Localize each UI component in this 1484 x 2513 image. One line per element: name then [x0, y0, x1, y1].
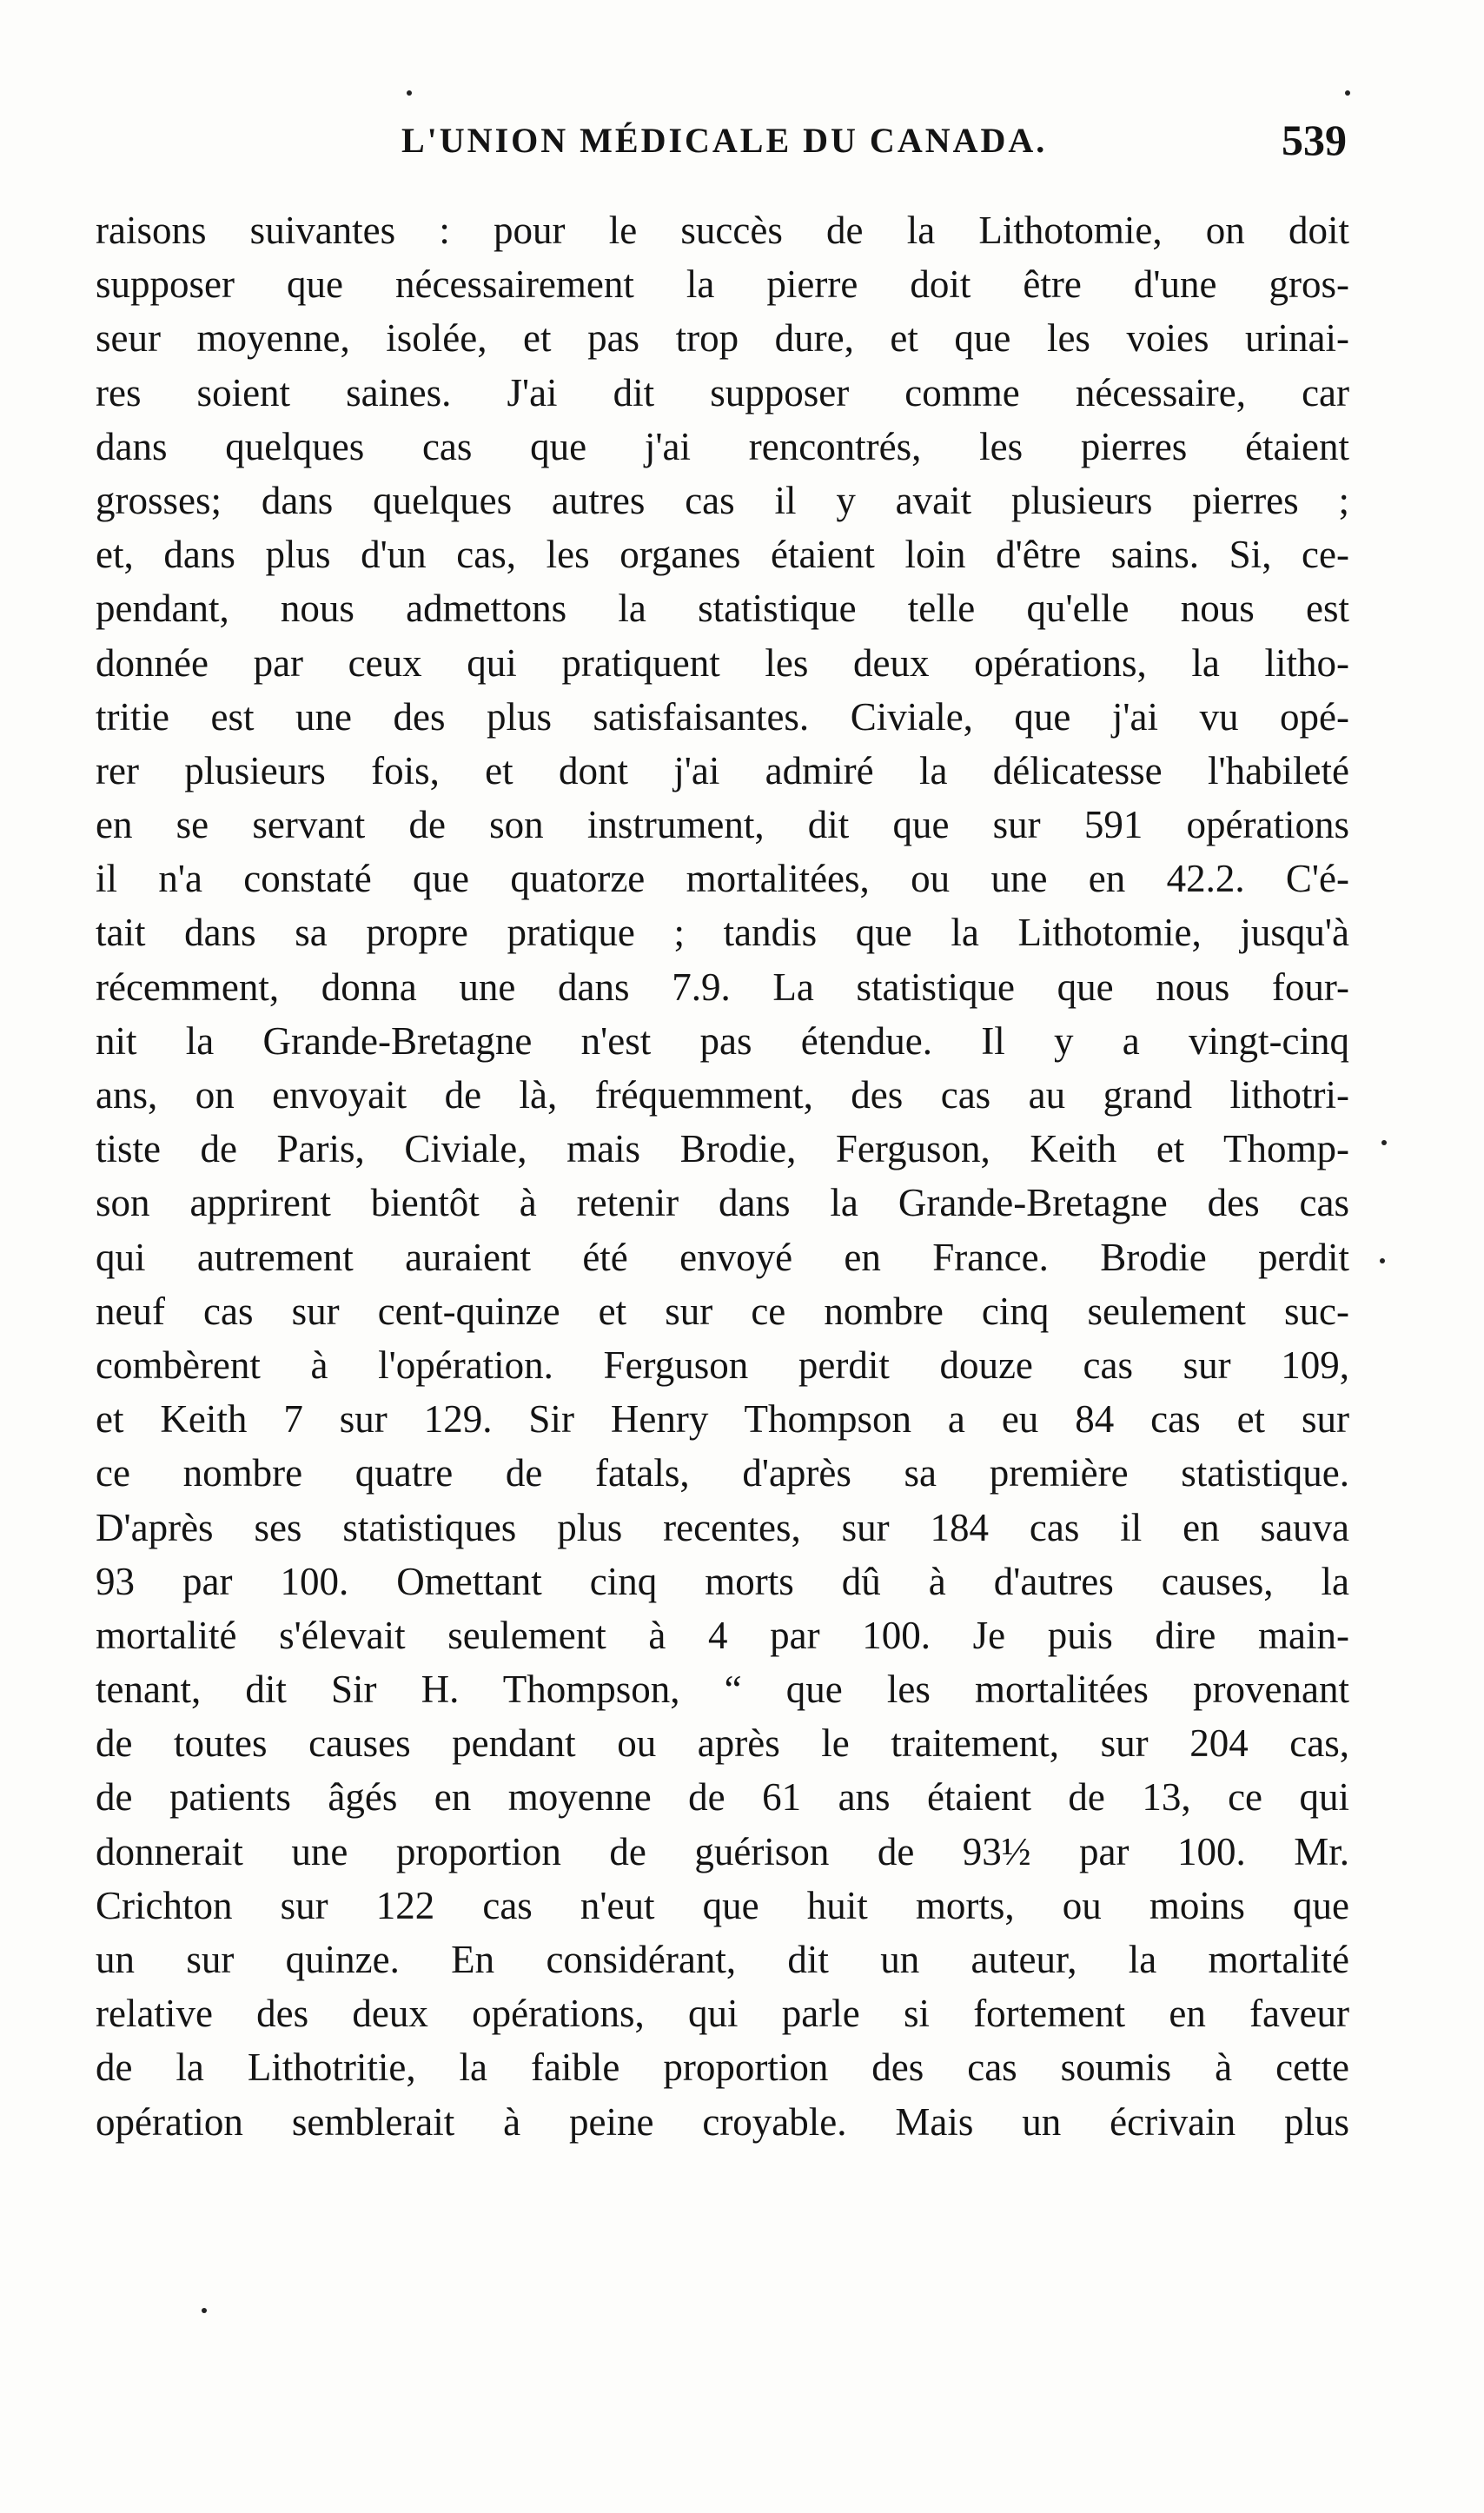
text-line: ans, on envoyait de là, fréquemment, des cas au grand lithotri- — [96, 1073, 1349, 1117]
text-line: Crichton sur 122 cas n'eut que huit morts, ou moins que — [96, 1883, 1349, 1927]
ink-speck — [407, 90, 412, 96]
text-line: opération semblerait à peine croyable. Mais un écrivain plus — [96, 2099, 1349, 2144]
ink-speck — [202, 2308, 207, 2313]
text-line: 93 par 100. Omettant cinq morts dû à d'autres causes, la — [96, 1559, 1349, 1603]
text-line: supposer que nécessairement la pierre doit être d'une gros- — [96, 262, 1349, 307]
text-line: tiste de Paris, Civiale, mais Brodie, Ferguson, Keith et Thomp- — [96, 1127, 1349, 1171]
text-line: tenant, dit Sir H. Thompson, “ que les mortalitées provenant — [96, 1668, 1349, 1712]
text-line: récemment, donna une dans 7.9. La statistique que nous four- — [96, 965, 1349, 1009]
text-line: seur moyenne, isolée, et pas trop dure, et que les voies urinai- — [96, 316, 1349, 361]
text-line: de la Lithotritie, la faible proportion des cas soumis à cette — [96, 2046, 1349, 2090]
text-line: raisons suivantes : pour le succès de la Lithotomie, on doit — [96, 209, 1349, 252]
text-line: rer plusieurs fois, et dont j'ai admiré la délicatesse l'habileté — [96, 748, 1349, 792]
text-line: combèrent à l'opération. Ferguson perdit douze cas sur 109, — [96, 1343, 1349, 1387]
text-line: et, dans plus d'un cas, les organes étaient loin d'être sains. Si, ce- — [96, 533, 1349, 577]
text-line: relative des deux opérations, qui parle si fortement en faveur — [96, 1992, 1349, 2036]
ink-speck — [1381, 1140, 1387, 1145]
text-line: de patients âgés en moyenne de 61 ans étaient de 13, ce qui — [96, 1775, 1349, 1820]
text-line: neuf cas sur cent-quinze et sur ce nombre cinq seulement suc- — [96, 1289, 1349, 1333]
text-line: pendant, nous admettons la statistique telle qu'elle nous est — [96, 587, 1349, 631]
running-header — [96, 116, 1347, 172]
text-line: tait dans sa propre pratique ; tandis que la Lithotomie, jusqu'à — [96, 911, 1349, 955]
text-line: donnerait une proportion de guérison de 93½ par 100. Mr. — [96, 1829, 1349, 1873]
text-line: un sur quinze. En considérant, dit un auteur, la mortalité — [96, 1938, 1349, 1981]
text-line: de toutes causes pendant ou après le traitement, sur 204 cas, — [96, 1721, 1349, 1766]
body-paragraph — [96, 203, 1349, 2149]
text-line: en se servant de son instrument, dit que sur 591 opérations — [96, 803, 1349, 847]
text-line: et Keith 7 sur 129. Sir Henry Thompson a eu 84 cas et sur — [96, 1397, 1349, 1442]
text-line: ce nombre quatre de fatals, d'après sa première statistique. — [96, 1451, 1349, 1495]
text-line: son apprirent bientôt à retenir dans la Grande-Bretagne des cas — [96, 1181, 1349, 1225]
page-number: 539 — [1282, 116, 1347, 164]
text-line: il n'a constaté que quatorze mortalitées, ou une en 42.2. C'é- — [96, 857, 1349, 901]
ink-speck — [1345, 90, 1350, 96]
text-line: dans quelques cas que j'ai rencontrés, les pierres étaient — [96, 424, 1349, 468]
text-line: nit la Grande-Bretagne n'est pas étendue. Il y a vingt-cinq — [96, 1018, 1349, 1063]
text-line: D'après ses statistiques plus recentes, sur 184 cas il en sauva — [96, 1505, 1349, 1549]
text-line: donnée par ceux qui pratiquent les deux opérations, la litho- — [96, 640, 1349, 685]
ink-speck — [1380, 1258, 1385, 1263]
text-line: tritie est une des plus satisfaisantes. Civiale, que j'ai vu opé- — [96, 694, 1349, 739]
text-line: grosses; dans quelques autres cas il y avait plusieurs pierres ; — [96, 478, 1349, 522]
text-line: res soient saines. J'ai dit supposer comme nécessaire, car — [96, 370, 1349, 414]
text-line: qui autrement auraient été envoyé en France. Brodie perdit — [96, 1235, 1349, 1279]
journal-title: L'UNION MÉDICALE DU CANADA. — [401, 121, 1048, 160]
text-line: mortalité s'élevait seulement à 4 par 100. Je puis dire main- — [96, 1613, 1349, 1657]
